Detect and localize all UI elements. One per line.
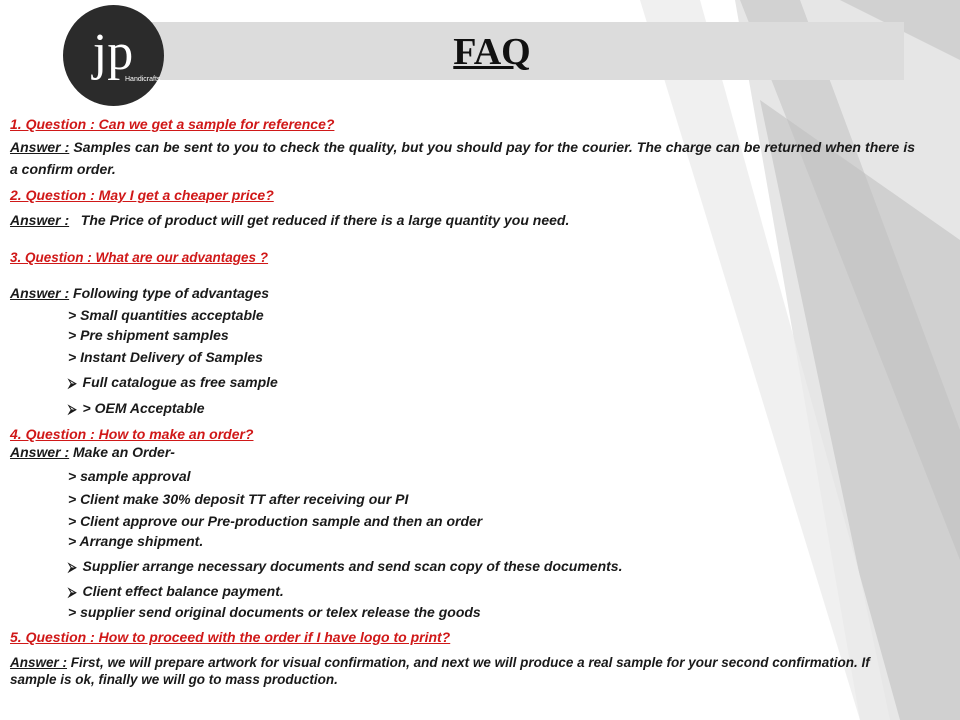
list-item: > Small quantities acceptable xyxy=(68,307,264,323)
answer-2 xyxy=(10,212,569,229)
question-3: 3. Question : What are our advantages ? xyxy=(10,250,269,265)
list-item: > Client make 30% deposit TT after receiving our PI xyxy=(68,491,409,507)
list-item: > supplier send original documents or telex release the goods xyxy=(68,604,481,620)
answer-4-label: Answer : xyxy=(10,444,70,460)
answer-5-label: Answer : xyxy=(10,655,68,670)
company-logo xyxy=(63,5,164,106)
list-item-text: Supplier arrange necessary documents and send scan copy of these documents. xyxy=(82,558,623,574)
arrow-bullet-icon: ⮚ xyxy=(68,585,77,599)
list-item-text: Full catalogue as free sample xyxy=(82,374,278,390)
list-item xyxy=(68,583,284,601)
question-1: 1. Question : Can we get a sample for reference? xyxy=(10,116,335,132)
answer-5-text: First, we will prepare artwork for visual confirmation, and next we will produce a real sample for your second confirmation. If sample is ok, finally we will go to mass production. xyxy=(10,655,870,687)
question-5: 5. Question : How to proceed with the order if I have logo to print? xyxy=(10,629,451,645)
list-item xyxy=(68,374,278,392)
answer-1-text: Samples can be sent to you to check the quality, but you should pay for the courier. The charge can be returned when there is a confirm order. xyxy=(10,139,916,177)
answer-5 xyxy=(10,654,880,688)
answer-2-text: The Price of product will get reduced if there is a large quantity you need. xyxy=(80,212,570,228)
question-4: 4. Question : How to make an order? xyxy=(10,426,254,442)
list-item: > sample approval xyxy=(68,468,191,484)
list-item-text: > OEM Acceptable xyxy=(82,400,205,416)
answer-2-label: Answer : xyxy=(10,212,70,228)
answer-1-label: Answer : xyxy=(10,139,70,155)
list-item: > Arrange shipment. xyxy=(68,533,204,549)
answer-4 xyxy=(10,444,175,461)
list-item xyxy=(68,558,622,576)
answer-3-label: Answer : xyxy=(10,285,70,301)
list-item xyxy=(68,400,205,418)
answer-1 xyxy=(10,136,915,180)
arrow-bullet-icon: ⮚ xyxy=(68,376,77,390)
list-item: > Pre shipment samples xyxy=(68,327,229,343)
arrow-bullet-icon: ⮚ xyxy=(68,402,77,416)
answer-4-text: Make an Order- xyxy=(73,444,175,460)
list-item: > Instant Delivery of Samples xyxy=(68,349,263,365)
answer-3-text: Following type of advantages xyxy=(73,285,270,301)
question-2: 2. Question : May I get a cheaper price? xyxy=(10,187,274,203)
svg-text:Handicrafts: Handicrafts xyxy=(125,76,161,83)
answer-3 xyxy=(10,285,269,302)
page-title: FAQ xyxy=(453,31,531,73)
arrow-bullet-icon: ⮚ xyxy=(68,560,77,574)
svg-text:jp: jp xyxy=(92,24,134,81)
list-item-text: Client effect balance payment. xyxy=(82,583,284,599)
list-item: > Client approve our Pre-production sample and then an order xyxy=(68,513,483,529)
